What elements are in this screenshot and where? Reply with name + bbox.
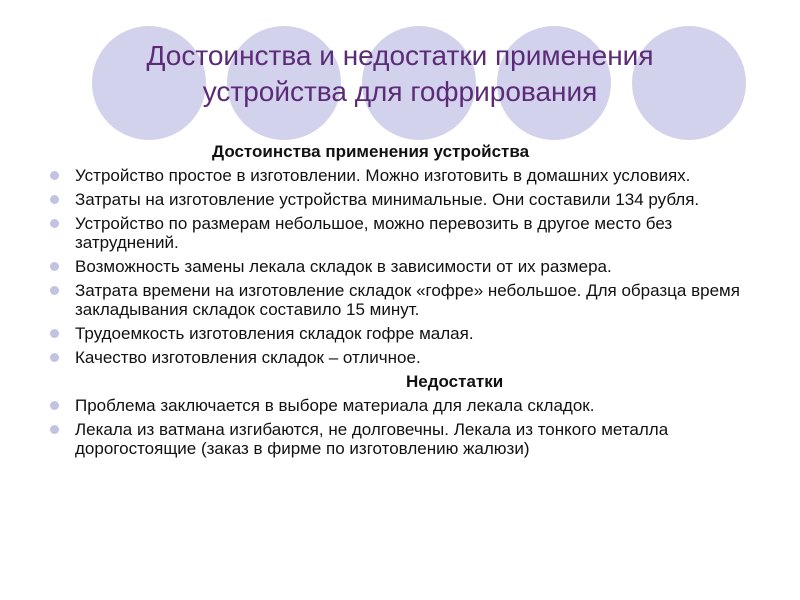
- list-item: [50, 324, 750, 343]
- bullet-icon: [50, 195, 59, 204]
- pros-list: [50, 166, 750, 367]
- bullet-icon: [50, 286, 59, 295]
- list-item: [50, 190, 750, 209]
- slide-title: [60, 38, 740, 110]
- list-item-text: Качество изготовления складок – отличное.: [75, 348, 421, 367]
- list-item: [50, 348, 750, 367]
- bullet-icon: [50, 425, 59, 434]
- pros-heading: Достоинства применения устройства: [212, 142, 530, 161]
- list-item-text: Трудоемкость изготовления складок гофре малая.: [75, 324, 474, 343]
- bullet-icon: [50, 401, 59, 410]
- list-item-text: Затрата времени на изготовление складок «гофре» небольшое. Для образца время закладывания складок составило 15 минут.: [75, 281, 740, 319]
- list-item: [50, 281, 750, 319]
- slide-content: [50, 142, 750, 463]
- bullet-icon: [50, 353, 59, 362]
- cons-heading: Недостатки: [406, 372, 504, 391]
- list-item-text: Лекала из ватмана изгибаются, не долговечны. Лекала из тонкого металла дорогостоящие (заказ в фирме по изготовлению жалюзи): [75, 420, 669, 458]
- list-item-text: Устройство простое в изготовлении. Можно изготовить в домашних условиях.: [75, 166, 691, 185]
- bullet-icon: [50, 171, 59, 180]
- list-item: [50, 396, 750, 415]
- list-item: [50, 214, 750, 252]
- list-item-text: Возможность замены лекала складок в зависимости от их размера.: [75, 257, 612, 276]
- cons-list: [50, 396, 750, 458]
- bullet-icon: [50, 219, 59, 228]
- bullet-icon: [50, 329, 59, 338]
- title-line-1: Достоинства и недостатки применения: [146, 40, 654, 71]
- title-line-2: устройства для гофрирования: [202, 76, 598, 107]
- list-item-text: Устройство по размерам небольшое, можно перевозить в другое место без затруднений.: [75, 214, 673, 252]
- list-item-text: Затраты на изготовление устройства минимальные. Они составили 134 рубля.: [75, 190, 700, 209]
- list-item-text: Проблема заключается в выборе материала для лекала складок.: [75, 396, 595, 415]
- list-item: [50, 166, 750, 185]
- list-item: [50, 257, 750, 276]
- list-item: [50, 420, 750, 458]
- bullet-icon: [50, 262, 59, 271]
